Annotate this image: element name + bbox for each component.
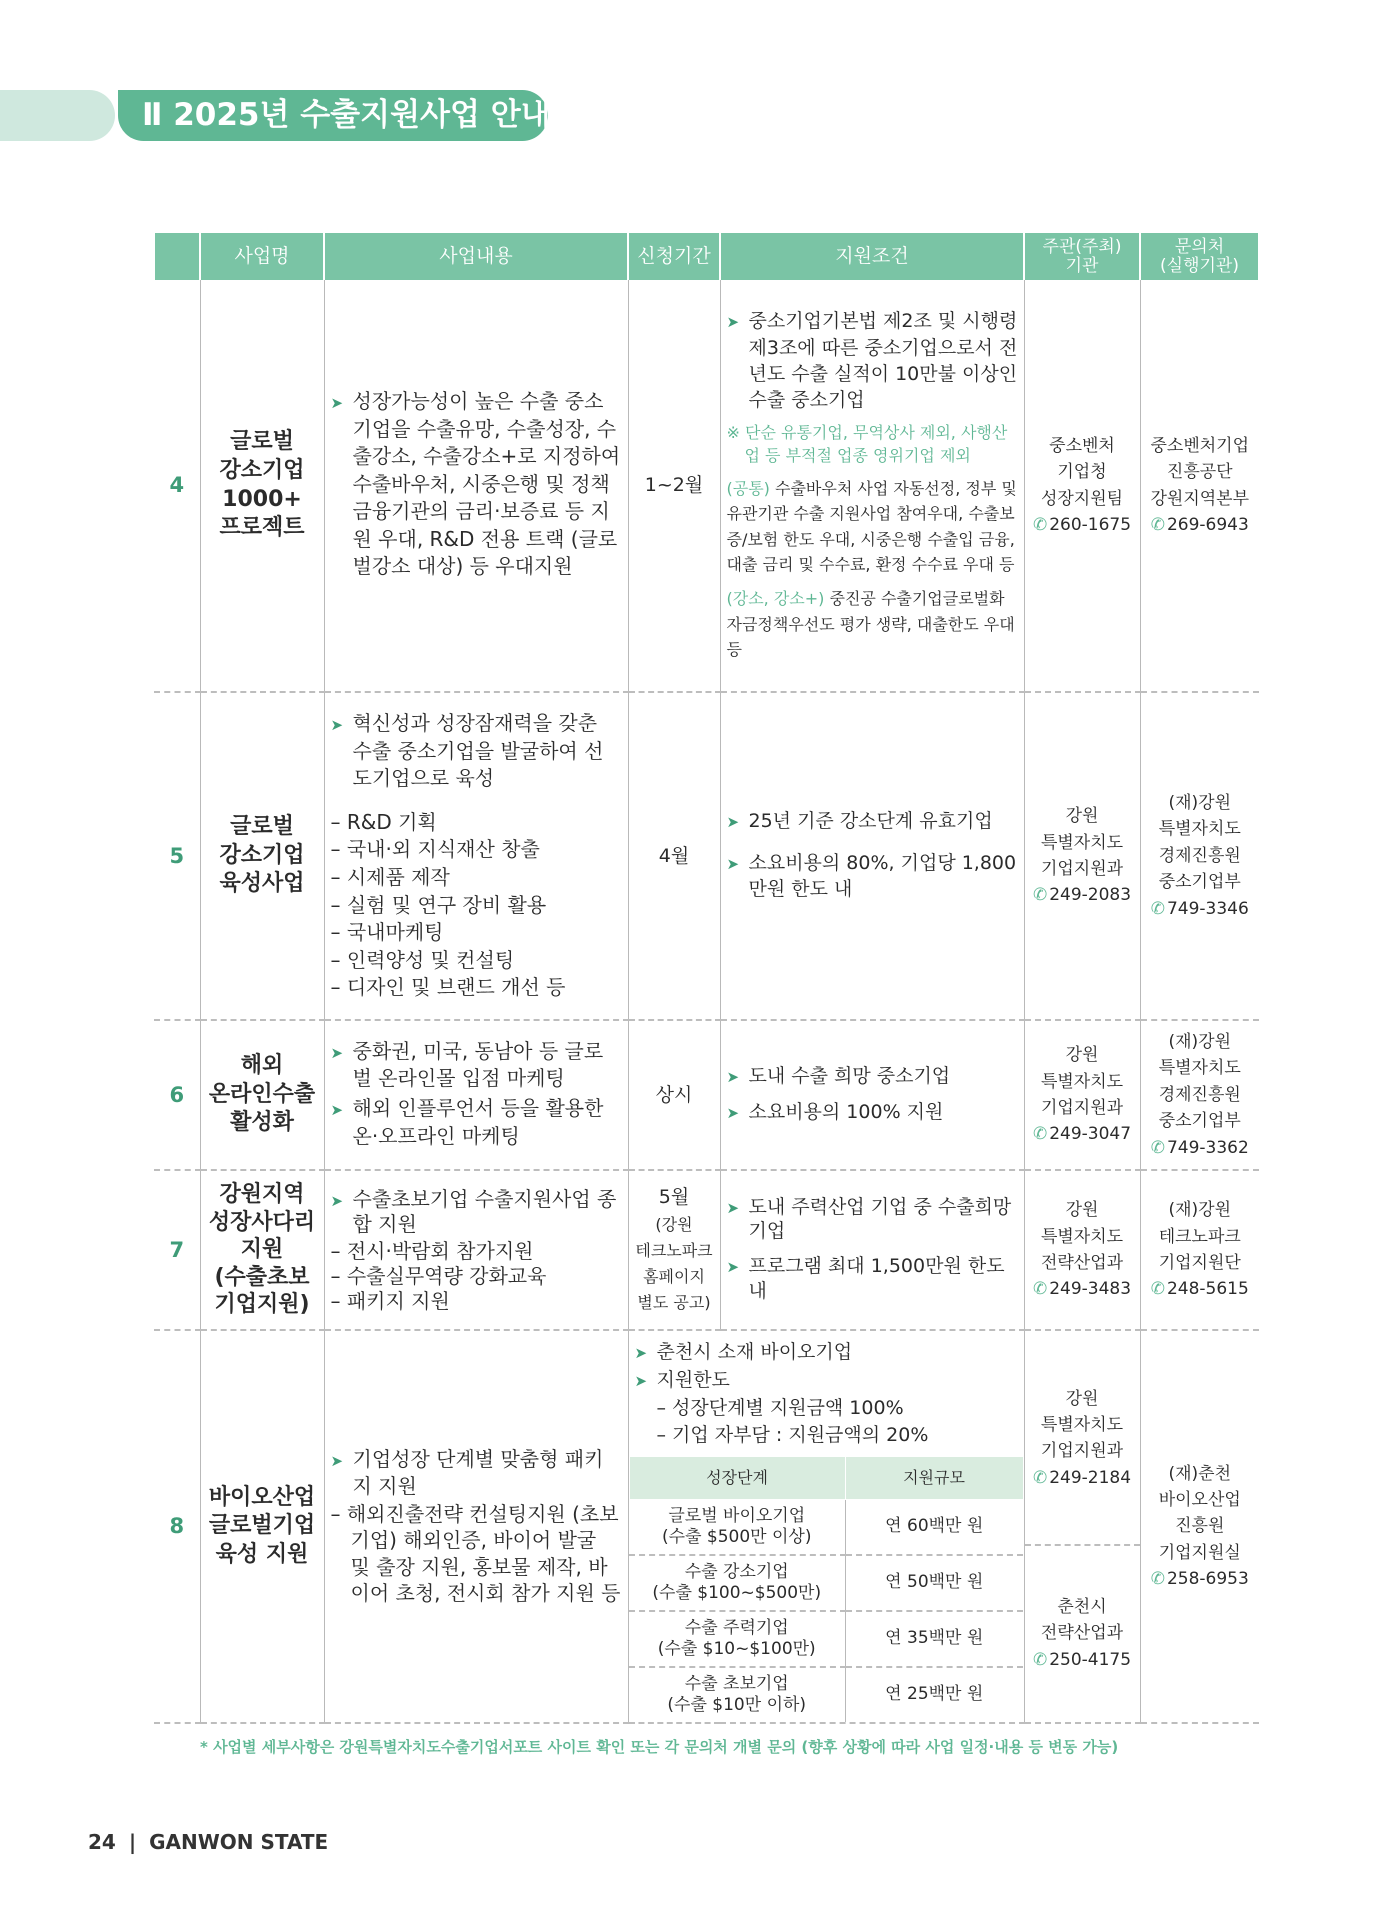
contact-organization: (재)강원 테크노파크 기업지원단 ✆ 248-5615 [1140, 1170, 1259, 1330]
content-subitem: – 인력양성 및 컨설팅 [331, 947, 622, 975]
condition-item: ➤ 도내 수출 희망 중소기업 [727, 1063, 1018, 1089]
condition-note: ※ 단순 유통기업, 무역상사 제외, 사행산업 등 부적절 업종 영위기업 제외 [726, 423, 1008, 466]
stage-row [629, 1499, 1023, 1555]
phone-icon [1033, 1279, 1049, 1299]
support-conditions [628, 1330, 1024, 1723]
stage-amount: 연 60백만 원 [845, 1499, 1023, 1555]
content-subitem: – 시제품 제작 [331, 864, 622, 892]
program-content [324, 280, 628, 692]
program-name: 강원지역 성장사다리 지원 (수출초보 기업지원) [200, 1170, 324, 1330]
content-subitem: – R&D 기획 [331, 809, 622, 837]
phone-icon [1033, 515, 1049, 535]
table-row [154, 280, 1259, 692]
condition-strong: (강소, 강소+) 중진공 수출기업글로벌화 자금정책우선도 평가 생략, 대출한도 우대 등 [726, 588, 1015, 660]
amount-header: 지원규모 [845, 1456, 1023, 1499]
table-header-row [154, 233, 1259, 280]
program-content [324, 692, 628, 1020]
content-subitem: – 국내·외 지식재산 창출 [331, 836, 622, 864]
content-item: ➤ 성장가능성이 높은 수출 중소기업을 수출유망, 수출성장, 수출강소, 수출강소+로 지정하여 수출바우처, 시중은행 및 정책금융기관의 금리·보증료 등 지원 우대, R&D 전용 트랙 (글로벌강소 대상) 등 우대지원 [331, 388, 622, 581]
host-organization: 강원 특별자치도 기업지원과 ✆ 249-2083 [1024, 692, 1140, 1020]
content-item: ➤ 중화권, 미국, 동남아 등 글로벌 온라인몰 입점 마케팅 [331, 1038, 622, 1093]
condition-subitem: – 성장단계별 지원금액 100% [657, 1395, 1018, 1421]
support-conditions [720, 1020, 1024, 1170]
phone-icon [1033, 1468, 1049, 1488]
apply-period: 5월 (강원 테크노파크 홈페이지 별도 공고) [628, 1170, 720, 1330]
stage-header: 성장단계 [629, 1456, 845, 1499]
table-row [154, 1170, 1259, 1330]
program-name: 글로벌 강소기업 육성사업 [200, 692, 324, 1020]
header-content: 사업내용 [324, 233, 628, 280]
content-subitem: – 패키지 지원 [331, 1289, 622, 1314]
phone-icon [1033, 885, 1049, 905]
host-organization: 강원 특별자치도 기업지원과 ✆ 249-3047 [1024, 1020, 1140, 1170]
host-organization: 중소벤처 기업청 성장지원팀 ✆ 260-1675 [1024, 280, 1140, 692]
publication-title: GANWON STATE [149, 1830, 329, 1854]
program-name: 글로벌 강소기업 1000+ 프로젝트 [200, 280, 324, 692]
header-name: 사업명 [200, 233, 324, 280]
condition-item: ➤ 춘천시 소재 바이오기업 [635, 1339, 1018, 1365]
table-row [154, 692, 1259, 1020]
header-no [154, 233, 200, 280]
condition-item: ➤ 도내 주력산업 기업 중 수출희망 기업 [727, 1195, 1018, 1244]
header-period: 신청기간 [628, 233, 720, 280]
condition-item: ➤ 중소기업기본법 제2조 및 시행령 제3조에 따른 중소기업으로서 전년도 수출 실적이 10만불 이상인 수출 중소기업 [727, 308, 1018, 413]
section-bar-accent [0, 90, 115, 141]
apply-period: 1~2월 [628, 280, 720, 692]
phone-icon [1151, 515, 1167, 535]
contact-organization: (재)춘천 바이오산업 진흥원 기업지원실 ✆ 258-6953 [1140, 1330, 1259, 1723]
program-name: 해외 온라인수출 활성화 [200, 1020, 324, 1170]
page-footer [88, 1830, 328, 1854]
program-name: 바이오산업 글로벌기업 육성 지원 [200, 1330, 324, 1723]
host-organization [1024, 1330, 1140, 1723]
stage-amount: 연 50백만 원 [845, 1555, 1023, 1611]
support-conditions [720, 1170, 1024, 1330]
phone-icon [1151, 1138, 1167, 1158]
content-subitem: – 해외진출전략 컨설팅지원 (초보기업) 해외인증, 바이어 발굴 및 출장 지원, 홍보물 제작, 바이어 초청, 전시회 참가 지원 등 [331, 1501, 622, 1607]
content-subitem: – 수출실무역량 강화교육 [331, 1264, 622, 1289]
condition-subitem: – 기업 자부담 : 지원금액의 20% [657, 1422, 1018, 1448]
table-row [154, 1020, 1259, 1170]
row-number: 5 [154, 692, 200, 1020]
footnote: * 사업별 세부사항은 강원특별자치도수출기업서포트 사이트 확인 또는 각 문의처 개별 문의 (향후 상황에 따라 사업 일정·내용 등 변동 가능) [200, 1738, 1119, 1756]
row-number: 4 [154, 280, 200, 692]
phone-icon [1151, 899, 1167, 919]
stage-row [629, 1611, 1023, 1667]
condition-item: ➤ 25년 기준 강소단계 유효기업 [727, 808, 1018, 834]
content-subitem: – 전시·박람회 참가지원 [331, 1239, 622, 1264]
header-host: 주관(주최) 기관 [1024, 233, 1140, 280]
content-subitem: – 디자인 및 브랜드 개선 등 [331, 974, 622, 1002]
condition-common: (공통) 수출바우처 사업 자동선정, 정부 및 유관기관 수출 지원사업 참여우대, 수출보증/보험 한도 우대, 시중은행 수출입 금융, 대출 금리 및 수수료, 환정 수수료 우대 등 [726, 478, 1017, 575]
content-item: ➤ 혁신성과 성장잠재력을 갖춘 수출 중소기업을 발굴하여 선도기업으로 육성 [331, 710, 622, 793]
stage-name: 수출 초보기업 (수출 $10만 이하) [629, 1667, 845, 1722]
export-support-table [153, 233, 1258, 1724]
condition-item: ➤ 소요비용의 80%, 기업당 1,800만원 한도 내 [727, 850, 1018, 902]
program-content [324, 1170, 628, 1330]
phone-icon [1033, 1650, 1049, 1670]
content-item: ➤ 기업성장 단계별 맞춤형 패키지 지원 [331, 1446, 622, 1499]
footer-separator: | [128, 1830, 137, 1854]
contact-organization: (재)강원 특별자치도 경제진흥원 중소기업부 ✆ 749-3362 [1140, 1020, 1259, 1170]
contact-organization: (재)강원 특별자치도 경제진흥원 중소기업부 ✆ 749-3346 [1140, 692, 1259, 1020]
row-number: 8 [154, 1330, 200, 1723]
host-organization-a: 강원 특별자치도 기업지원과 ✆ 249-2184 [1025, 1332, 1140, 1546]
stage-row [629, 1667, 1023, 1722]
program-content [324, 1020, 628, 1170]
stage-name: 수출 주력기업 (수출 $10~$100만) [629, 1611, 845, 1667]
header-conditions: 지원조건 [720, 233, 1024, 280]
content-subitem: – 국내마케팅 [331, 919, 622, 947]
contact-organization: 중소벤처기업 진흥공단 강원지역본부 ✆ 269-6943 [1140, 280, 1259, 692]
content-item: ➤ 해외 인플루언서 등을 활용한 온·오프라인 마케팅 [331, 1095, 622, 1150]
stage-row [629, 1555, 1023, 1611]
stage-name: 글로벌 바이오기업 (수출 $500만 이상) [629, 1499, 845, 1555]
program-content [324, 1330, 628, 1723]
header-contact: 문의처 (실행기관) [1140, 233, 1259, 280]
phone-icon [1033, 1124, 1049, 1144]
host-organization: 강원 특별자치도 전략산업과 ✆ 249-3483 [1024, 1170, 1140, 1330]
phone-icon [1151, 1279, 1167, 1299]
condition-item: ➤ 지원한도 [635, 1367, 1018, 1393]
stage-table [629, 1456, 1024, 1722]
support-conditions [720, 692, 1024, 1020]
stage-amount: 연 35백만 원 [845, 1611, 1023, 1667]
stage-name: 수출 강소기업 (수출 $100~$500만) [629, 1555, 845, 1611]
support-conditions [720, 280, 1024, 692]
content-subitem: – 실험 및 연구 장비 활용 [331, 892, 622, 920]
phone-icon [1151, 1569, 1167, 1589]
condition-item: ➤ 프로그램 최대 1,500만원 한도 내 [727, 1254, 1018, 1303]
page-number: 24 [88, 1830, 116, 1854]
row-number: 7 [154, 1170, 200, 1330]
section-title: Ⅱ 2025년 수출지원사업 안내 [118, 90, 548, 141]
stage-amount: 연 25백만 원 [885, 1684, 984, 1705]
table-row [154, 1330, 1259, 1723]
row-number: 6 [154, 1020, 200, 1170]
content-item: ➤ 수출초보기업 수출지원사업 종합 지원 [331, 1187, 622, 1237]
apply-period: 4월 [628, 692, 720, 1020]
apply-period: 상시 [628, 1020, 720, 1170]
condition-item: ➤ 소요비용의 100% 지원 [727, 1099, 1018, 1125]
host-organization-b: 춘천시 전략산업과 ✆ 250-4175 [1025, 1546, 1140, 1720]
